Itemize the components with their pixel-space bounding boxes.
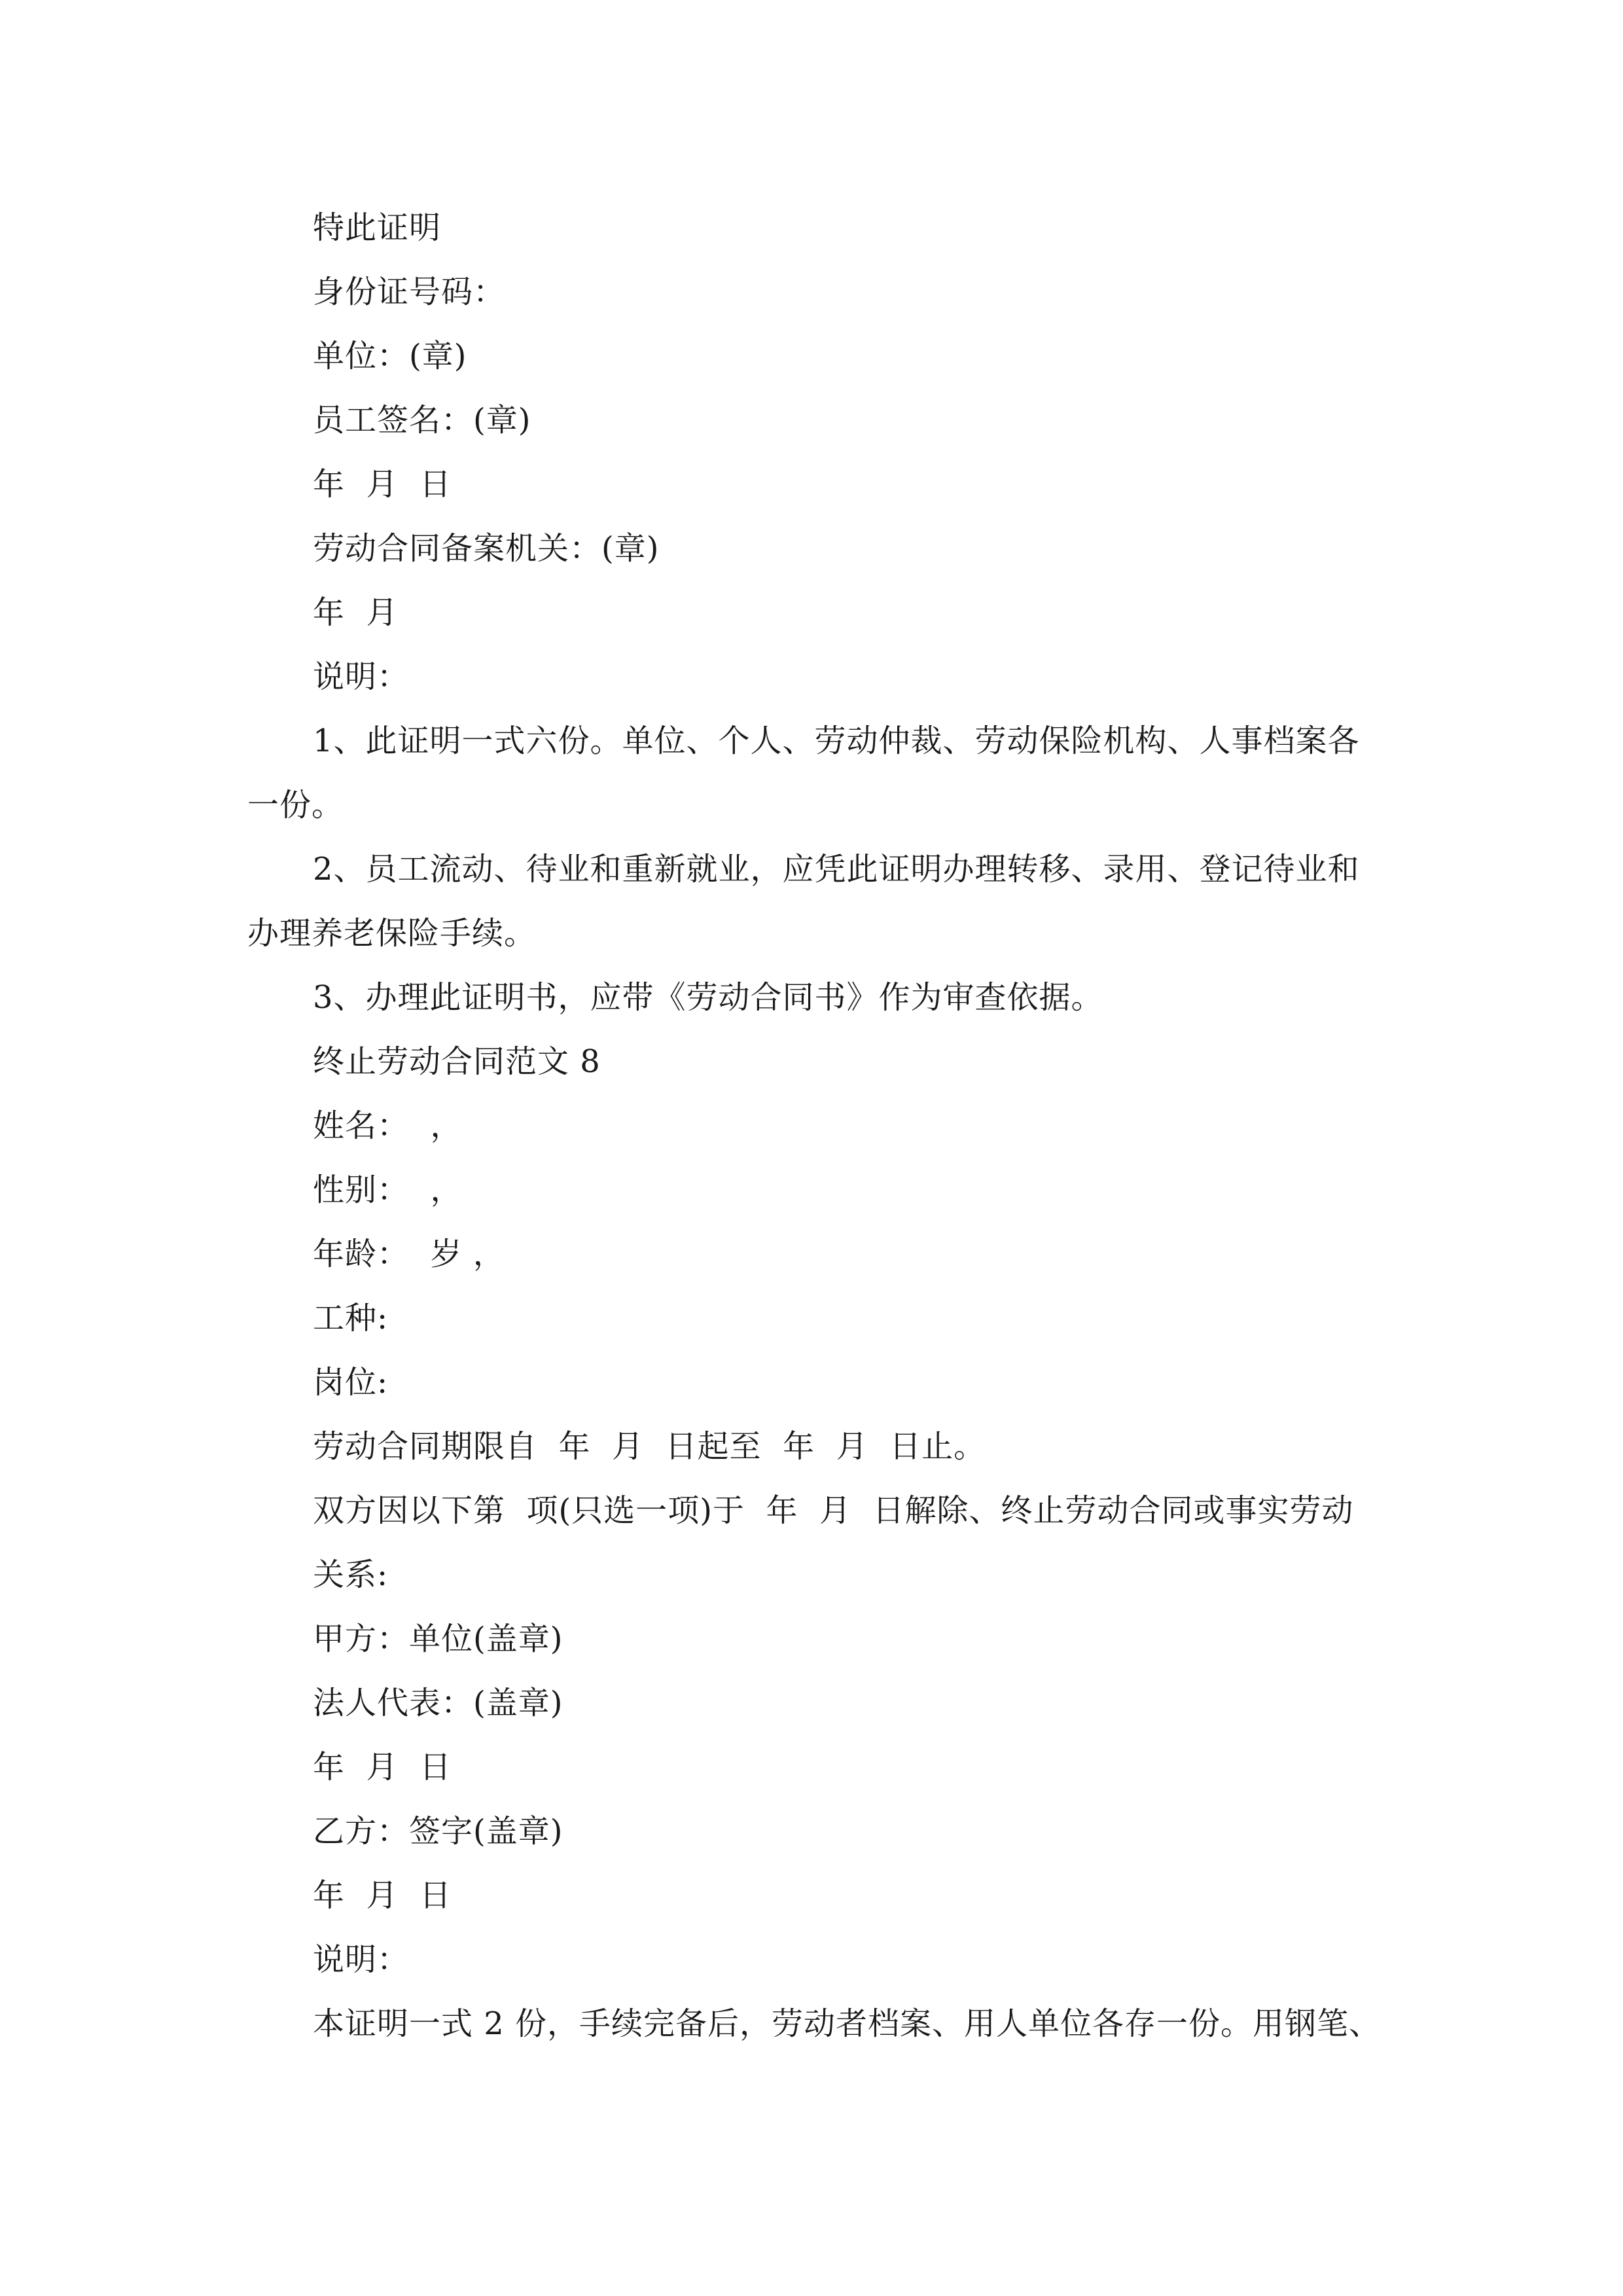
text-line: 年龄： 岁 ，	[313, 1236, 505, 1272]
text-line: 2、员工流动、待业和重新就业，应凭此证明办理转移、录用、登记待业和	[313, 851, 1360, 888]
text-line: 岗位:	[313, 1364, 389, 1401]
text-line: 双方因以下第 项(只选一项)于 年 月 日解除、终止劳动合同或事实劳动	[313, 1492, 1354, 1529]
text-line: 办理养老保险手续。	[247, 915, 537, 952]
text-line: 劳动合同备案机关：(章)	[313, 530, 660, 567]
text-line: 乙方：签字(盖章)	[313, 1813, 563, 1850]
text-line: 年 月 日	[313, 466, 452, 503]
text-line: 单位：(章)	[313, 338, 467, 374]
text-line: 3、办理此证明书，应带《劳动合同书》作为审查依据。	[313, 979, 1103, 1016]
text-line: 说明：	[313, 1941, 410, 1978]
text-line: 年 月 日	[313, 1877, 452, 1914]
text-line: 劳动合同期限自 年 月 日起至 年 月 日止。	[313, 1428, 986, 1465]
text-line: 甲方：单位(盖章)	[313, 1621, 563, 1657]
text-line: 性别： ，	[313, 1172, 463, 1208]
text-line: 法人代表：(盖章)	[313, 1685, 563, 1721]
text-line: 姓名： ，	[313, 1107, 463, 1144]
text-line: 一份。	[247, 787, 344, 823]
text-line: 年 月 日	[313, 1749, 452, 1785]
text-line: 关系:	[313, 1556, 389, 1593]
text-line: 本证明一式 2 份，手续完备后，劳动者档案、用人单位各存一份。用钢笔、	[313, 2005, 1382, 2042]
section-heading: 终止劳动合同范文 8	[313, 1043, 601, 1080]
text-line: 说明：	[313, 658, 410, 695]
text-line: 特此证明	[313, 209, 442, 246]
text-line: 员工签名：(章)	[313, 402, 531, 439]
text-line: 身份证号码：	[313, 274, 506, 310]
text-line: 工种:	[313, 1300, 389, 1336]
text-line: 1、此证明一式六份。单位、个人、劳动仲裁、劳动保险机构、人事档案各	[313, 723, 1360, 759]
text-line: 年 月	[313, 594, 399, 631]
